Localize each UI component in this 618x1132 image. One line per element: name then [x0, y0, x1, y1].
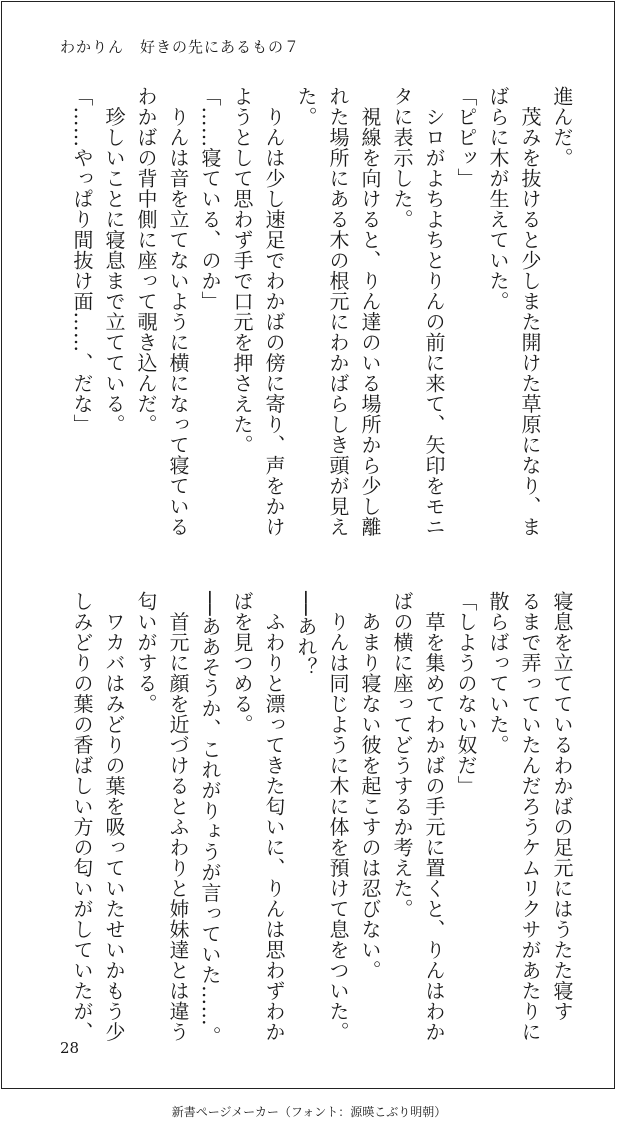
text-line: 「……寝ている、のか」 — [198, 86, 222, 312]
text-line: るまで弄っていたんだろうケムリクサがあたりに — [518, 591, 542, 1042]
text-line: ばの横に座ってどうするか考えた。 — [390, 591, 414, 919]
footer-credit: 新書ページメーカー（フォント：源暎こぶり明朝） — [171, 1105, 447, 1119]
text-block-top — [66, 86, 578, 546]
text-line: シロがよちよちとりんの前に来て、矢印をモニ — [422, 86, 446, 537]
text-line: ようとして思わず手で口元を押さえた。 — [230, 86, 254, 455]
text-line: あまり寝ない彼を起こすのは忍びない。 — [358, 591, 382, 981]
text-line: りんは音を立てないように横になって寝ている — [166, 86, 190, 537]
text-line: ワカバはみどりの葉を吸っていたせいかもう少 — [102, 591, 126, 1042]
text-line: ばを見つめる。 — [230, 591, 254, 735]
text-line: わかばの背中側に座って覗き込んだ。 — [134, 86, 158, 435]
page-number: 28 — [60, 1039, 80, 1057]
text-line: 首元に顔を近づけるとふわりと姉妹達とは違う — [166, 591, 190, 1042]
text-line: ──あれ？ — [294, 591, 318, 678]
text-line: ばらに木が生えていた。 — [486, 86, 510, 312]
text-line: 「……やっぱり間抜け面……、だな」 — [70, 86, 94, 435]
text-line: 草を集めてわかばの手元に置くと、りんはわか — [422, 591, 446, 1042]
text-line: 匂いがする。 — [134, 591, 158, 714]
text-line: ──ああそうか、これがりょうが言っていた……。 — [198, 591, 222, 1047]
text-line: 視線を向けると、りん達のいる場所から少し離 — [358, 86, 382, 537]
text-line: れた場所にある木の根元にわかばらしき頭が見え — [326, 86, 350, 537]
text-line: 「ピピッ」 — [454, 86, 478, 189]
text-line: た。 — [294, 86, 318, 127]
text-line: 珍しいことに寝息まで立てている。 — [102, 86, 126, 435]
text-line: 「しようのない奴だ」 — [454, 591, 478, 796]
text-block-bottom — [66, 591, 578, 1047]
running-header: わかりん 好きの先にあるもの７ — [60, 38, 301, 56]
text-line: りんは同じように木に体を預けて息をついた。 — [326, 591, 350, 1042]
text-line: りんは少し速足でわかばの傍に寄り、声をかけ — [262, 86, 286, 537]
text-line: 茂みを抜けると少しまた開けた草原になり、ま — [518, 86, 542, 537]
text-line: しみどりの葉の香ばしい方の匂いがしていたが、 — [70, 591, 94, 1042]
text-line: タに表示した。 — [390, 86, 414, 230]
page-frame — [1, 1, 615, 1089]
text-line: 寝息を立てているわかばの足元にはうたた寝す — [550, 591, 574, 1022]
text-line: 進んだ。 — [550, 86, 574, 168]
text-line: ふわりと漂ってきた匂いに、りんは思わずわか — [262, 591, 286, 1042]
text-line: 散らばっていた。 — [486, 591, 510, 755]
